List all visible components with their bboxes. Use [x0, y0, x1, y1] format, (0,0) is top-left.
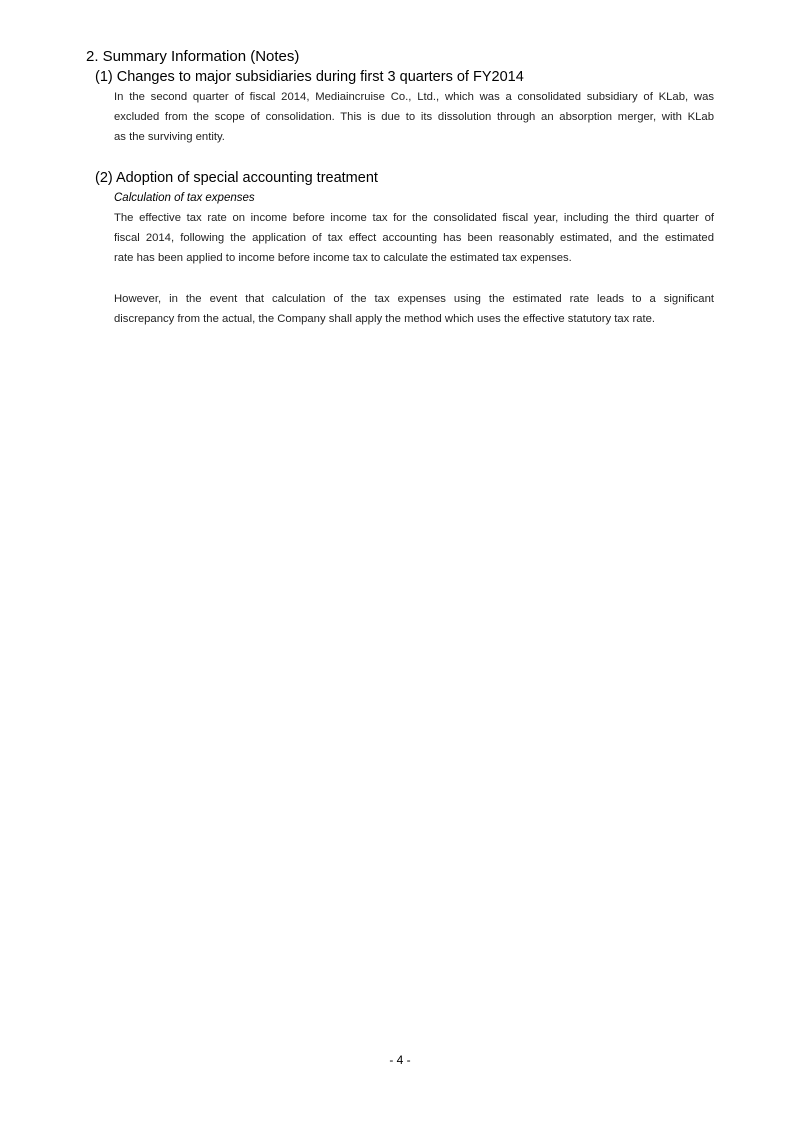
subsection-1-paragraph	[114, 87, 714, 147]
section-title: 2. Summary Information (Notes)	[86, 48, 300, 65]
subsection-2-paragraph-1	[114, 208, 714, 268]
subsection-1-title: (1) Changes to major subsidiaries during first 3 quarters of FY2014	[95, 69, 524, 85]
subsection-2-title: (2) Adoption of special accounting treatment	[95, 170, 378, 186]
subsection-2-paragraph-2	[114, 289, 714, 329]
paragraph-line: In the second quarter of fiscal 2014, Mediaincruise Co., Ltd., which was a consolidated subsidiary of KLab, was	[114, 91, 714, 103]
subsection-2-subheading: Calculation of tax expenses	[114, 192, 255, 204]
paragraph-line: The effective tax rate on income before income tax for the consolidated fiscal year, including the third quarter of	[114, 212, 714, 224]
page-number: - 4 -	[389, 1053, 411, 1067]
paragraph-line: excluded from the scope of consolidation. This is due to its dissolution through an absorption merger, with KLab	[114, 111, 714, 123]
paragraph-line: discrepancy from the actual, the Company shall apply the method which uses the effective statutory tax rate.	[114, 313, 656, 325]
paragraph-line: as the surviving entity.	[114, 131, 225, 143]
paragraph-line: fiscal 2014, following the application of tax effect accounting has been reasonably estimated, and the estimated	[114, 232, 714, 244]
paragraph-line: However, in the event that calculation of the tax expenses using the estimated rate leads to a significant	[114, 293, 714, 305]
paragraph-line: rate has been applied to income before income tax to calculate the estimated tax expenses.	[114, 252, 572, 264]
